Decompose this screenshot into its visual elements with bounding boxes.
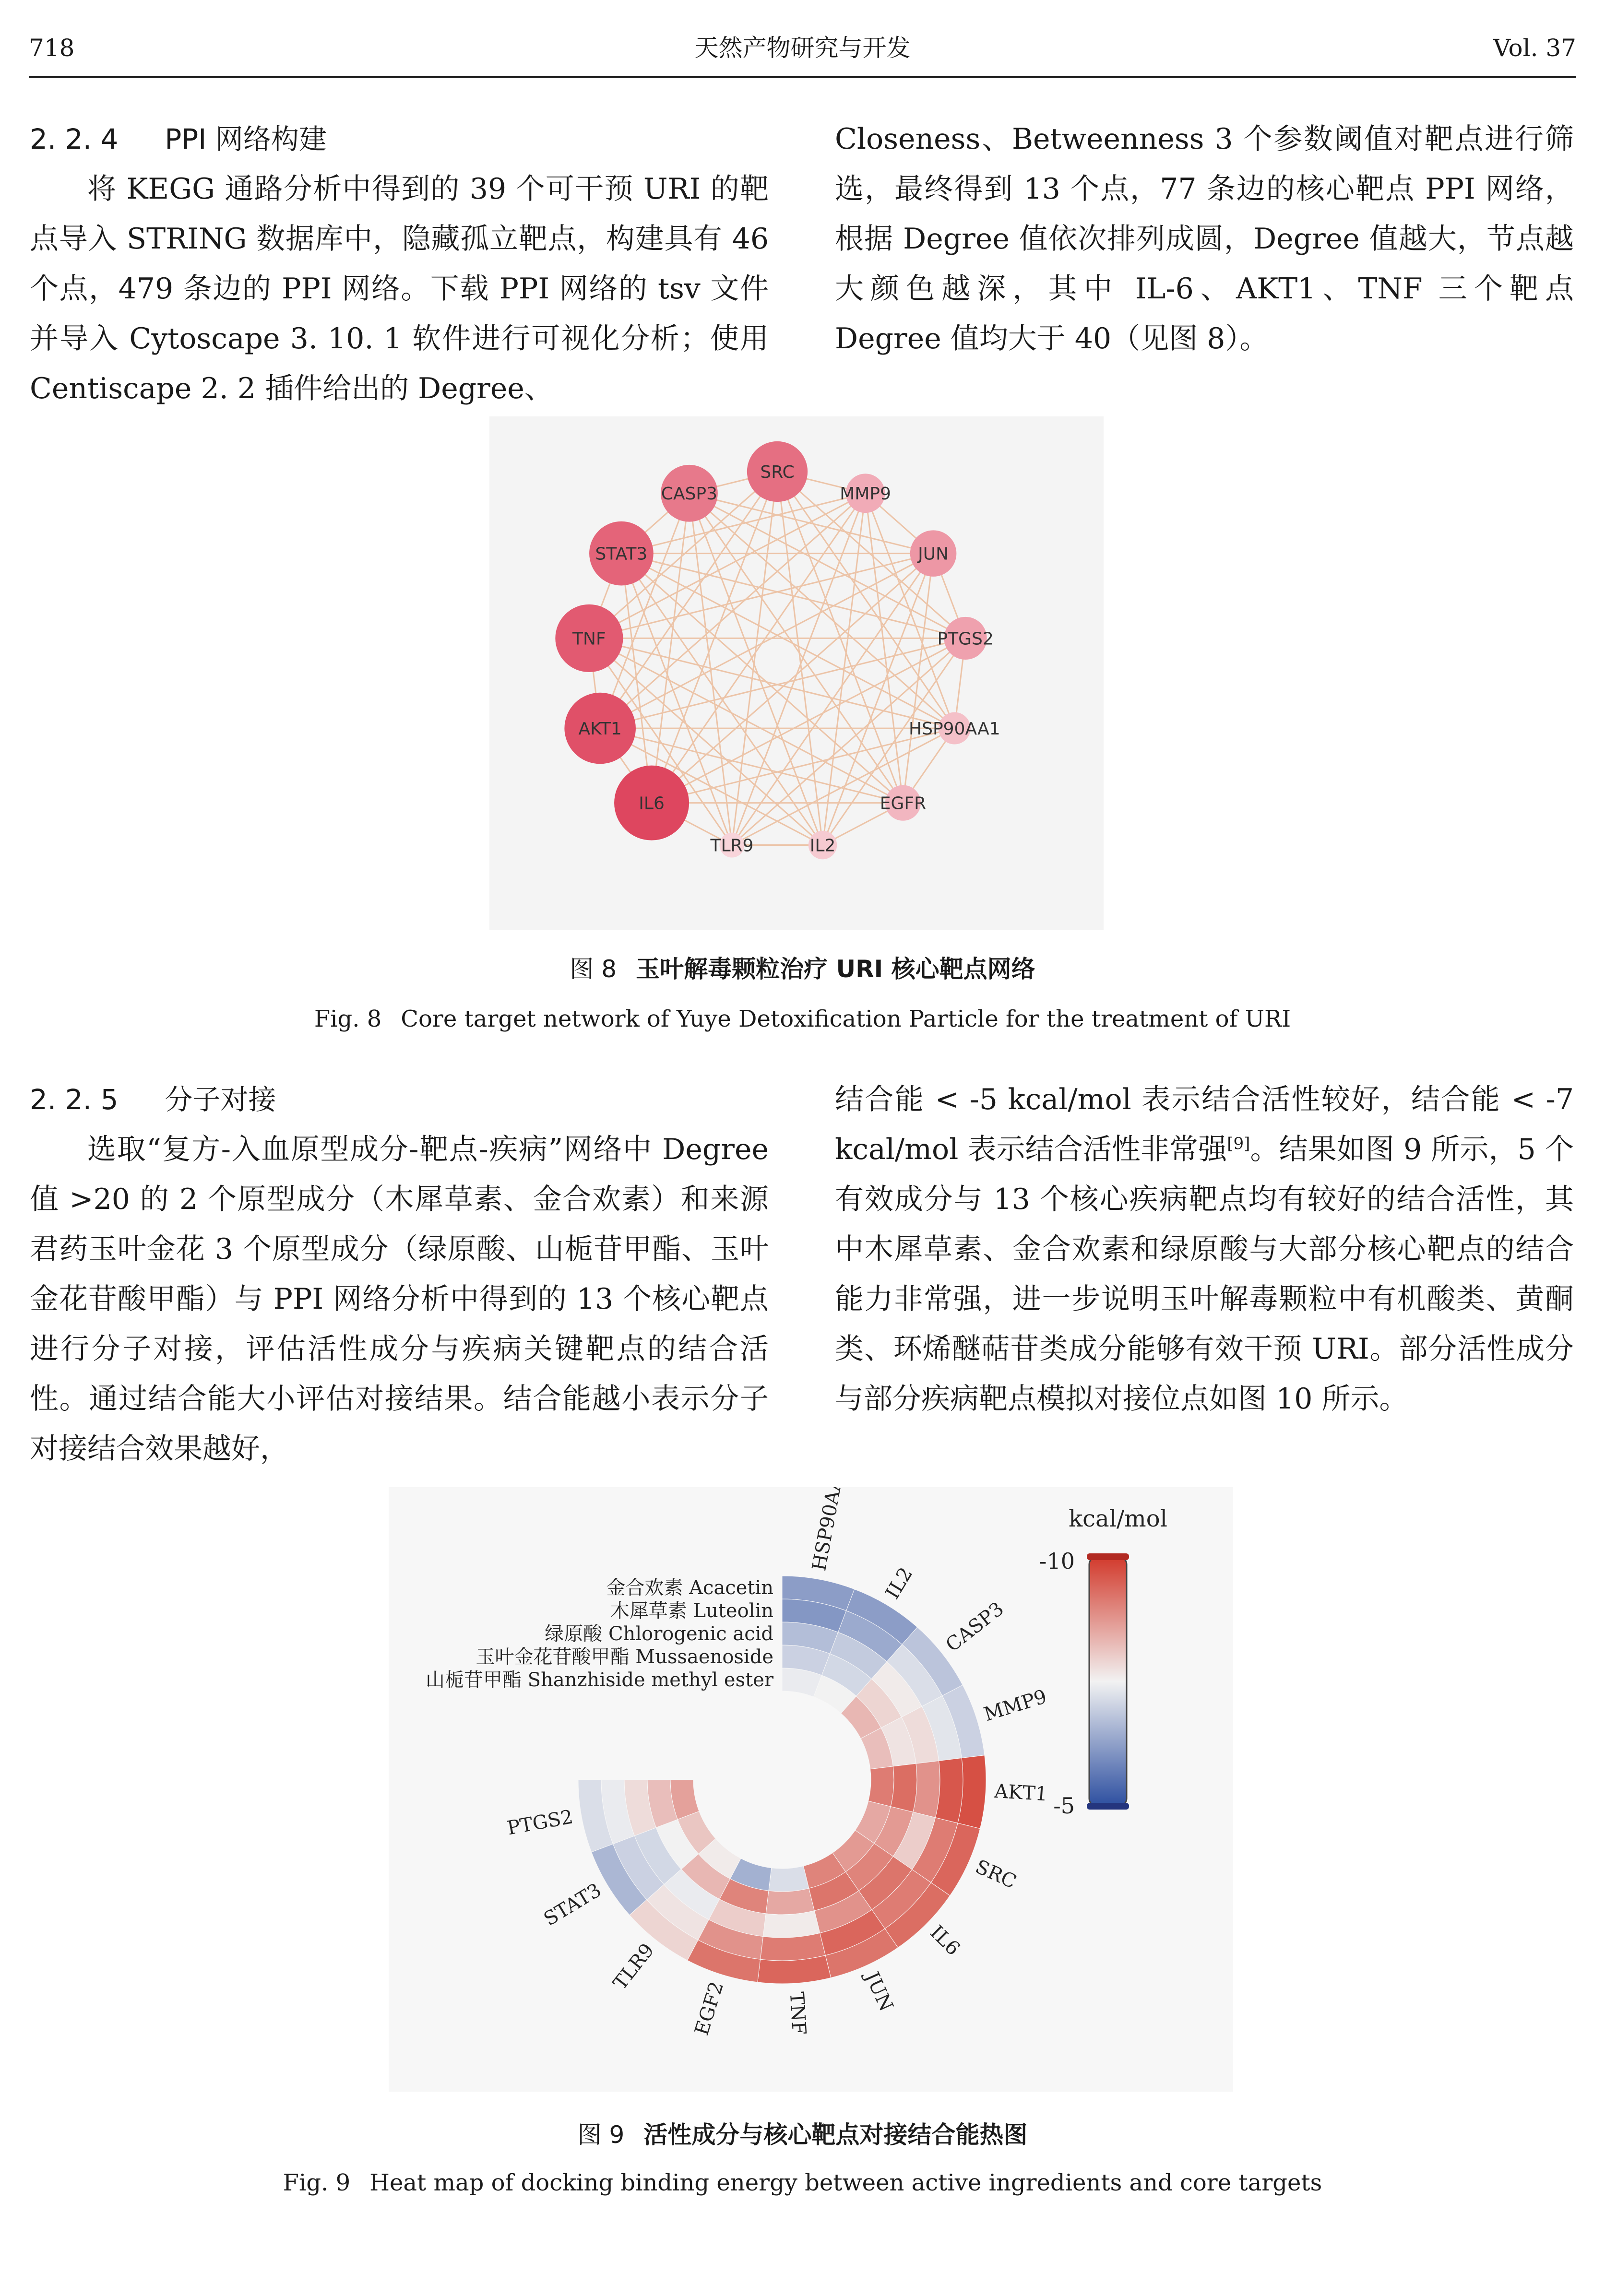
colorbar-cap-top: [1087, 1553, 1129, 1560]
ppi-node-label: TLR9: [710, 836, 754, 856]
colorbar-min-label: -5: [1053, 1793, 1075, 1819]
heatmap-column-label: CASP3: [941, 1598, 1008, 1657]
heatmap-column-label: IL2: [881, 1563, 917, 1603]
figure-9-caption-cn: [0, 2120, 1605, 2149]
ppi-edge: [866, 493, 955, 728]
ppi-node-label: IL2: [809, 836, 836, 856]
heatmap-cell: [868, 1766, 894, 1807]
colorbar: [1039, 1505, 1167, 1819]
heatmap-cell: [763, 1911, 820, 1938]
heatmap-cell: [891, 1763, 917, 1812]
section-225-left-column: [30, 1075, 769, 1474]
header-rule: [29, 76, 1576, 78]
figure-8-number-cn: 图 8: [570, 955, 617, 983]
figure-8-title-en: Core target network of Yuye Detoxification Particle for the treatment of URI: [401, 1006, 1291, 1032]
heatmap-column-label: TNF: [785, 1991, 810, 2036]
section-225-text-b: 。结果如图 9 所示，5 个有效成分与 13 个核心疾病靶点均有较好的结合活性，其中木犀草素、金合欢素和绿原酸与大部分核心靶点的结合能力非常强，进一步说明玉叶解毒颗粒中有机酸类、黄酮类、环烯醚萜苷类成分能够有效干预 URI。部分活性成分与部分疾病靶点模拟对接位点如图 10 所示。: [835, 1133, 1574, 1416]
figure-8-number-en: Fig. 8: [314, 1006, 382, 1032]
colorbar-gradient: [1089, 1557, 1127, 1806]
ppi-node-label: IL6: [639, 793, 665, 814]
colorbar-cap-bottom: [1087, 1803, 1129, 1810]
section-224-left-column: [30, 114, 769, 414]
figure-8-title-cn: 玉叶解毒颗粒治疗 URI 核心靶点网络: [636, 955, 1035, 983]
figure-8: [489, 416, 1104, 930]
section-225-text-a: 结合能 < -5 kcal/mol 表示结合活性较好，结合能 < -7 kcal/mol 表示结合活性非常强: [835, 1083, 1574, 1166]
heatmap-cell: [761, 1933, 826, 1961]
ppi-node-label: SRC: [760, 462, 795, 482]
figure-9: [389, 1487, 1233, 2092]
figure-9-number-cn: 图 9: [577, 2121, 625, 2149]
ppi-node-label: JUN: [918, 544, 949, 564]
heatmap-column-label: STAT3: [540, 1879, 606, 1930]
section-224-heading: [30, 114, 769, 164]
heatmap-row-label: 金合欢素 Acacetin: [606, 1577, 773, 1599]
heatmap-column-label: MMP9: [981, 1685, 1050, 1726]
page-number: 718: [29, 34, 75, 62]
heatmap-column-label: TLR9: [609, 1939, 659, 1994]
section-224-paragraph-right: Closeness、Betweenness 3 个参数阈值对靶点进行筛选，最终得到 13 个点，77 条边的核心靶点 PPI 网络，根据 Degree 值依次排列成圆，Degree 值越大，节点越大颜色越深，其中 IL-6、AKT1、TNF 三个靶点 Degree 值均大于 40（见图 8）。: [835, 122, 1574, 355]
figure-8-caption-cn: [0, 955, 1605, 983]
journal-volume: Vol. 37: [1493, 34, 1576, 62]
heatmap-cell: [913, 1761, 940, 1817]
ppi-node-label: MMP9: [840, 484, 891, 504]
docking-heatmap: [389, 1487, 1233, 2092]
figure-9-caption-en: [0, 2168, 1605, 2197]
ppi-node-label: TNF: [572, 629, 606, 649]
heatmap-cell: [935, 1758, 963, 1823]
colorbar-max-label: -10: [1039, 1548, 1075, 1574]
heatmap-column-label: HSP90AA1: [808, 1487, 849, 1573]
figure-9-title-en: Heat map of docking binding energy between active ingredients and core targets: [369, 2169, 1322, 2196]
heatmap-column-label: AKT1: [993, 1780, 1048, 1806]
ppi-node-label: EGFR: [880, 793, 927, 814]
journal-title: 天然产物研究与开发: [694, 34, 911, 62]
ppi-edge: [689, 493, 954, 728]
figure-9-number-en: Fig. 9: [283, 2169, 351, 2196]
section-224-title: PPI 网络构建: [165, 123, 327, 155]
figure-8-caption-en: [0, 1005, 1605, 1033]
section-225-title: 分子对接: [165, 1083, 276, 1116]
ppi-edge: [600, 638, 965, 728]
ppi-node-label: PTGS2: [937, 629, 994, 649]
section-225-number: 2. 2. 5: [30, 1083, 119, 1116]
ppi-edge: [589, 638, 954, 728]
heatmap-row-label: 玉叶金花苷酸甲酯 Mussaenoside: [476, 1646, 773, 1668]
heatmap-cell: [766, 1888, 814, 1915]
colorbar-title: kcal/mol: [1069, 1505, 1167, 1532]
figure-9-title-cn: 活性成分与核心靶点对接结合能热图: [643, 2121, 1028, 2149]
heatmap-column-label: EGF2: [690, 1979, 728, 2038]
heatmap-row-label: 木犀草素 Luteolin: [610, 1600, 773, 1622]
citation-9: [9]: [1227, 1134, 1250, 1153]
section-225-paragraph-right: [835, 1075, 1574, 1424]
section-224-number: 2. 2. 4: [30, 123, 119, 155]
section-224-paragraph-left: 将 KEGG 通路分析中得到的 39 个可干预 URI 的靶点导入 STRING 数据库中，隐藏孤立靶点，构建具有 46 个点，479 条边的 PPI 网络。下载 PPI 网络的 tsv 文件并导入 Cytoscape 3. 10. 1 软件进行可视化分析；使用 Centiscape 2. 2 插件给出的 Degree、: [30, 172, 769, 405]
heatmap-cell: [769, 1866, 809, 1892]
section-225-right-column: [835, 1075, 1574, 1424]
heatmap-column-label: PTGS2: [505, 1806, 575, 1840]
heatmap-row-label: 山栀苷甲酯 Shanzhiside methyl ester: [425, 1669, 773, 1691]
ppi-node-label: STAT3: [595, 544, 648, 564]
heatmap-row-label: 绿原酸 Chlorogenic acid: [545, 1623, 773, 1645]
heatmap-column-label: JUN: [860, 1968, 898, 2015]
ppi-node-label: CASP3: [661, 484, 718, 504]
heatmap-column-label: IL6: [926, 1921, 964, 1960]
ppi-node-label: HSP90AA1: [909, 719, 1000, 739]
section-225-paragraph-left: 选取“复方-入血原型成分-靶点-疾病”网络中 Degree 值 >20 的 2 个原型成分（木犀草素、金合欢素）和来源君药玉叶金花 3 个原型成分（绿原酸、山栀苷甲酯、玉叶金花苷酸甲酯）与 PPI 网络分析中得到的 13 个核心靶点进行分子对接，评估活性成分与疾病关键靶点的结合活性。通过结合能大小评估对接结果。结合能越小表示分子对接结合效果越好，: [30, 1133, 769, 1466]
ppi-node-label: AKT1: [578, 719, 622, 739]
heatmap-column-label: SRC: [972, 1856, 1020, 1894]
ppi-network: [489, 416, 1104, 930]
section-225-heading: [30, 1075, 769, 1124]
section-224-right-column: [835, 114, 1574, 364]
